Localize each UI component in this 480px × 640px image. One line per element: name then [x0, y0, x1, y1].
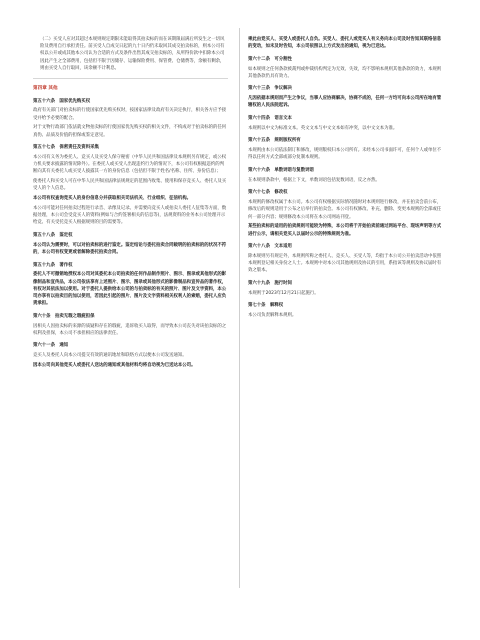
article-69-title: 第六十九条 施行时间: [248, 280, 292, 286]
article-60-title: 第六十条 拍卖无瑕之瑕疵担保: [33, 313, 95, 319]
left-column: [33, 36, 228, 372]
article-69-p1: 本规则于2023年12月21日起施行。: [248, 290, 319, 296]
article-67-p1: 本规则的修改权属于本公司。本公司有权根据实际情况随时对本规则进行修改，并在拍卖会前公布，修改后的规则适用于公布之后举行的拍卖会。本公司有权修改、补充、删除、变更本规则的全部或任何一部分内容；规则修改本公司将在本公司网站刊登。: [248, 200, 442, 220]
article-61-title: 第六十一条 通知: [33, 343, 69, 349]
article-57-p2b: 本公司有权查询竞买人的身份信息分并获取相关司法机关、行业组织、征信机构。: [33, 196, 192, 202]
article-68-p1: 除本规则另有规定外，本规则所称之委托人、竞买人、买受人等，均指于本公司公开拍卖活动中依照本规则登记相关身份之人士。本规则中对本公司其他规则及协议的引用，系指该等规则及协议届时有效之版本。: [248, 253, 442, 274]
article-58-title: 第五十八条 鉴定权: [33, 233, 73, 238]
article-57-p2: 使委托人和买受人可在中华人民共和国法律法规规定的范围内收集、使用和保存竞买人、委托人及买受人的个人信息。: [33, 179, 227, 192]
article-70-title: 第七十条 解释权: [248, 303, 284, 309]
article-59-p1: 委托人不可撤销地授权本公司对其委托本公司拍卖的任何作品制作照片、图示、图录或其他形式的影像制品和宣传品，本公司依法享有上述照片、图示、图录或其他形式的影像制品和宣传品的著作权，有权对其依法加以使用。对于委托人提供给本公司的与拍卖标的有关的照片、图片及文字资料，本公司亦享有以拍卖目的加以使用，若因此引起的照片、图片及文字资料相关权利人的索赔，委托人应负责承担。: [33, 272, 227, 307]
right-column: [248, 36, 443, 322]
article-67-title: 第六十七条 修改权: [248, 190, 288, 196]
section-divider: [33, 78, 228, 79]
intro-paragraph: （二）买受人应对其超过本规则规定期限未能取得其拍卖标的而在该期限届满后所发生之一切风险及费用自行承担责任。前买受人自成交日起的九十日内仍未取回其成交拍卖标的，则本公司有权以公开或成其他本公司认为合适的方式及条件出售其成交拍卖标的，从所得价款中扣除本公司因此产生之全部费用，包括但不限于因储存、运输保险费用、保管费、仓储费等，余额有剩余，则由买受人自行取回，该余额不计利息。: [40, 37, 225, 71]
article-61-p1: 竞买人及委托人向本公司提交有效的通讯地址和联络方式以便本公司发送通知。: [33, 353, 187, 359]
article-56-p2: 对于文物行政部门依法就文物拍卖标的行使国家优先购买权的相关文件，不构成对于拍卖标的的任何真伪、品质及价值的担保或鉴定意见。: [33, 125, 227, 138]
article-56-title: 第五十六条 国家优先购买权: [33, 98, 91, 104]
article-57-p1: 本公司有义务为委托人、竞买人及买受人保守秘密（中华人民共和国法律及本规则另有规定，或公权力机关要求披露的情况除外）。在委托人或买受人出现违约行为的情况下，本公司有权根据违约的判断向其有关委托人或买受人披露其一方的身份信息（包括但不限于姓名/名称、住所、身份信息）；: [33, 155, 227, 175]
article-57-title: 第五十七条 保密责任及资料采集: [33, 145, 99, 151]
article-65-title: 第六十五条 规则版权所有: [248, 138, 301, 144]
article-59-title: 第五十九条 著作权: [33, 262, 73, 268]
article-56-p1: 政府有关部门对拍卖标的行使国家优先购买权时，按国家法律及政府有关决定执行，相关各方应予接受并给予必要的配合。: [33, 108, 227, 121]
article-61-p1b: 因本公司向其他竞买人或委托人送达的通知或其他材料均将自动视为已送达本公司。: [33, 362, 196, 368]
article-66-p1: 在本规则条款中，根据上下文，单数词语包括复数词语，反之亦然。: [248, 177, 380, 183]
article-68-title: 第六十八条 文本适用: [248, 244, 292, 250]
article-60-p1: 因相关人因拍卖标的来源的质疑和存在的瑕疵，追诉收买人取得，而导致本公司丧失对该拍卖标的之权利及担保，本公司不承担相应的法律责任。: [33, 323, 227, 336]
article-63-title: 第六十三条 争议解决: [248, 86, 292, 92]
chapter-heading: 第四章 其他: [33, 86, 58, 92]
notice-continuation: 乘此由竞买人、买受人或委托人自负。买受人、委托人或竞买人有义务向本公司及时告知其联络信息的变动，如未及时告知，本公司依照以上方式发出的通知，视为已送达。: [248, 37, 442, 50]
article-62-title: 第六十二条 可分割性: [248, 56, 292, 62]
article-70-p1: 本公司负责解释本规则。: [248, 313, 297, 319]
column-divider: [239, 28, 240, 588]
article-62-p1: 如本规则之任何条款被裁判或仲裁机构判定为无效、失效，均不影响本规则其他条款的效力，本规则其他条款仍具有效力。: [248, 66, 442, 79]
article-67-p2: 某些拍卖标的适用的拍卖规则可能较为特殊，本公司将于开始拍卖前通过网站平台、现场声明等方式进行公示，请相关竞买人以届时公示的特殊规则为准。: [248, 224, 442, 237]
article-64-p1: 本规则以中文为标准文本。英文文本与中文文本如有冲突，以中文文本为准。: [248, 125, 398, 131]
article-66-title: 第六十六条 单数词语与复数词语: [248, 167, 314, 173]
article-63-p1: 凡因依据本规则而产生之争议，当事人应协商解决，协商不成的，任何一方均可向本公司所在地有管辖权的人民法院起诉。: [248, 96, 442, 109]
article-64-title: 第六十四条 语言文本: [248, 115, 292, 121]
article-58-p1: 本公司认为需要时，可以对拍卖标的进行鉴定。鉴定结论与委托拍卖合同载明的拍卖标的的状况不符的，本公司有权变更或者解除委托拍卖合同。: [33, 242, 227, 255]
article-57-p3: 本公司可能对任何拍卖过程进行录音、录像及记录。并需要向竞买人或拍卖人委托人征集等方面，数据处理，本公司会受竞买人的资料(例如与合约签署相关的信息等)，法规资料的业务本公司处理开示给竞、有关受托竞买人根据规则的目的需要等。: [33, 206, 227, 226]
article-65-p1: 本规则由本公司依法制订和修改，规则版权归本公司所有。未经本公司书面许可，任何个人或单位不得以任何方式全部或部分复制本规则。: [248, 148, 442, 161]
